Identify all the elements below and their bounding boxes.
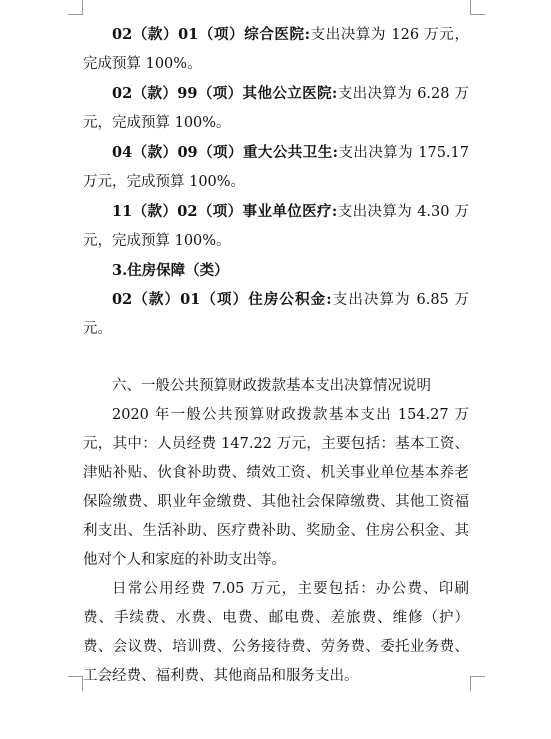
- item-other-public-hospital: [83, 79, 469, 138]
- item-label: 02（款）99（项）其他公立医院:: [112, 85, 338, 102]
- item-label: 02（款）01（项）综合医院:: [112, 26, 311, 43]
- item-general-hospital: [83, 20, 469, 79]
- document-page: [83, 20, 469, 691]
- item-text: 支出决算为 126 万元，完成预算 100%。: [83, 27, 469, 72]
- item-housing-fund: [83, 285, 469, 344]
- corner-mark-top-right: [470, 0, 485, 15]
- item-label: 11（款）02（项）事业单位医疗:: [112, 203, 338, 220]
- item-text: 支出决算为 6.85 万元。: [83, 292, 469, 337]
- section-6-paragraph-2: 日常公用经费 7.05 万元，主要包括：办公费、印刷费、手续费、水费、电费、邮电费、差旅费、维修（护）费、会议费、培训费、公务接待费、劳务费、委托业务费、工会经费、福利费、其他商品和服务支出。: [83, 581, 469, 684]
- corner-mark-bottom-right: [470, 676, 485, 691]
- item-text: 支出决算为 175.17 万元，完成预算 100%。: [83, 145, 469, 190]
- item-text: 支出决算为 6.28 万元，完成预算 100%。: [83, 86, 469, 131]
- section-6-heading: 六、一般公共预算财政拨款基本支出决算情况说明: [112, 378, 431, 394]
- section-gap: [83, 344, 469, 372]
- section-6-paragraph-1: 2020 年一般公共预算财政拨款基本支出 154.27 万元，其中：人员经费 147.22 万元，主要包括：基本工资、津贴补贴、伙食补助费、绩效工资、机关事业单位基本养老保险缴费、职业年金缴费、其他社会保障缴费、其他工资福利支出、生活补助、医疗费补助、奖励金、住房公积金、其他对个人和家庭的补助支出等。: [83, 407, 469, 568]
- corner-mark-bottom-left: [68, 676, 83, 691]
- item-label: 04（款）09（项）重大公共卫生:: [112, 144, 338, 161]
- item-text: 支出决算为 4.30 万元，完成预算 100%。: [83, 204, 469, 249]
- item-major-public-health: [83, 138, 469, 197]
- item-label: 02（款）01（项）住房公积金:: [112, 291, 332, 308]
- item-institution-medical: [83, 197, 469, 256]
- corner-mark-top-left: [68, 0, 83, 15]
- housing-heading: 3.住房保障（类）: [112, 262, 229, 279]
